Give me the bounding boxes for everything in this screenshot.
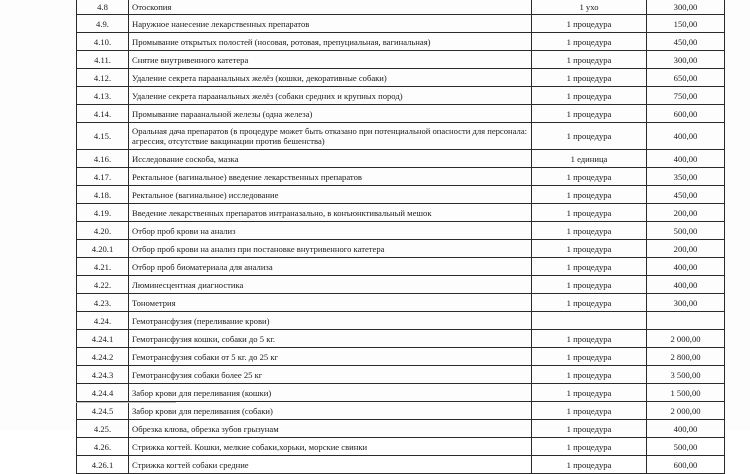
service-name: Оральная дача препаратов (в процедуре может быть отказано при потенциальной опасности для персонала: агрессия, отсутствие вакцинации против бешенства)	[129, 123, 532, 150]
unit-of-measure: 1 ухо	[532, 0, 647, 15]
table-row	[77, 0, 725, 15]
service-name: Гемотрансфузия собаки более 25 кг	[129, 366, 532, 384]
unit-of-measure: 1 процедура	[532, 276, 647, 294]
table-row	[77, 276, 725, 294]
service-price: 350,00	[647, 168, 725, 186]
service-price: 400,00	[647, 420, 725, 438]
row-number: 4.9.	[77, 15, 129, 33]
row-number: 4.24.2	[77, 348, 129, 366]
table-row	[77, 222, 725, 240]
table-row	[77, 330, 725, 348]
row-number: 4.19.	[77, 204, 129, 222]
row-number: 4.24.3	[77, 366, 129, 384]
unit-of-measure: 1 процедура	[532, 15, 647, 33]
row-number: 4.21.	[77, 258, 129, 276]
unit-of-measure: 1 процедура	[532, 438, 647, 456]
service-price: 400,00	[647, 258, 725, 276]
service-name: Промывание открытых полостей (носовая, ротовая, препуциальная, вагинальная)	[129, 33, 532, 51]
unit-of-measure: 1 процедура	[532, 258, 647, 276]
row-number: 4.8	[77, 0, 129, 15]
unit-of-measure: 1 процедура	[532, 366, 647, 384]
unit-of-measure: 1 процедура	[532, 294, 647, 312]
row-number: 4.18.	[77, 186, 129, 204]
service-name: Стрижка когтей. Кошки, мелкие собаки,хорьки, морские свинки	[129, 438, 532, 456]
service-name: Промывание параанальной железы (одна железа)	[129, 105, 532, 123]
service-price: 600,00	[647, 105, 725, 123]
service-name: Удаление секрета параанальных желёз (кошки, декоративные собаки)	[129, 69, 532, 87]
table-row	[77, 15, 725, 33]
service-name: Удаление секрета параанальных желёз (собаки средних и крупных пород)	[129, 87, 532, 105]
table-row	[77, 123, 725, 150]
service-price: 400,00	[647, 150, 725, 168]
row-number: 4.24.1	[77, 330, 129, 348]
service-price: 650,00	[647, 69, 725, 87]
unit-of-measure	[532, 312, 647, 330]
service-name: Ректальное (вагинальное) введение лекарственных препаратов	[129, 168, 532, 186]
row-number: 4.24.	[77, 312, 129, 330]
row-number: 4.24.4	[77, 384, 129, 402]
unit-of-measure: 1 процедура	[532, 87, 647, 105]
service-name: Гемотрансфузия кошки, собаки до 5 кг.	[129, 330, 532, 348]
service-name: Наружное нанесение лекарственных препаратов	[129, 15, 532, 33]
row-number: 4.20.	[77, 222, 129, 240]
unit-of-measure: 1 единица	[532, 150, 647, 168]
table-row	[77, 348, 725, 366]
table-row	[77, 51, 725, 69]
row-number: 4.10.	[77, 33, 129, 51]
service-price	[647, 312, 725, 330]
unit-of-measure: 1 процедура	[532, 348, 647, 366]
service-name: Забор крови для переливания (кошки)	[129, 384, 532, 402]
service-name: Стрижка когтей собаки средние	[129, 456, 532, 474]
row-number: 4.24.5	[77, 402, 129, 420]
row-number: 4.15.	[77, 123, 129, 150]
unit-of-measure: 1 процедура	[532, 69, 647, 87]
table-row	[77, 258, 725, 276]
table-row	[77, 384, 725, 402]
table-row	[77, 312, 725, 330]
unit-of-measure: 1 процедура	[532, 330, 647, 348]
service-price: 2 000,00	[647, 330, 725, 348]
unit-of-measure: 1 процедура	[532, 204, 647, 222]
row-number: 4.23.	[77, 294, 129, 312]
unit-of-measure: 1 процедура	[532, 186, 647, 204]
unit-of-measure: 1 процедура	[532, 420, 647, 438]
table-row	[77, 402, 725, 420]
row-number: 4.14.	[77, 105, 129, 123]
service-price: 200,00	[647, 240, 725, 258]
row-number: 4.17.	[77, 168, 129, 186]
row-number: 4.26.	[77, 438, 129, 456]
service-name: Отоскопия	[129, 0, 532, 15]
service-price: 400,00	[647, 276, 725, 294]
unit-of-measure: 1 процедура	[532, 123, 647, 150]
service-price: 600,00	[647, 456, 725, 474]
service-name: Гемотрансфузия (переливание крови)	[129, 312, 532, 330]
row-number: 4.11.	[77, 51, 129, 69]
table-row	[77, 204, 725, 222]
unit-of-measure: 1 процедура	[532, 168, 647, 186]
service-price: 400,00	[647, 123, 725, 150]
unit-of-measure: 1 процедура	[532, 456, 647, 474]
service-price: 300,00	[647, 0, 725, 15]
service-price: 2 000,00	[647, 402, 725, 420]
service-price: 450,00	[647, 186, 725, 204]
service-name: Исследование соскоба, мазка	[129, 150, 532, 168]
service-price: 1 500,00	[647, 384, 725, 402]
table-row	[77, 69, 725, 87]
service-price: 750,00	[647, 87, 725, 105]
unit-of-measure: 1 процедура	[532, 240, 647, 258]
service-name: Отбор проб биоматериала для анализа	[129, 258, 532, 276]
service-price: 3 500,00	[647, 366, 725, 384]
table-row	[77, 87, 725, 105]
table-row	[77, 456, 725, 474]
table-row	[77, 168, 725, 186]
service-name: Отбор проб крови на анализ при постановке внутривенного катетера	[129, 240, 532, 258]
table-row	[77, 294, 725, 312]
unit-of-measure: 1 процедура	[532, 384, 647, 402]
row-number: 4.26.1	[77, 456, 129, 474]
service-name: Тонометрия	[129, 294, 532, 312]
table-row	[77, 186, 725, 204]
service-price: 150,00	[647, 15, 725, 33]
service-price: 500,00	[647, 438, 725, 456]
service-name: Отбор проб крови на анализ	[129, 222, 532, 240]
unit-of-measure: 1 процедура	[532, 105, 647, 123]
unit-of-measure: 1 процедура	[532, 402, 647, 420]
service-name: Обрезка клюва, обрезка зубов грызунам	[129, 420, 532, 438]
table-row	[77, 33, 725, 51]
table-row	[77, 240, 725, 258]
row-number: 4.13.	[77, 87, 129, 105]
unit-of-measure: 1 процедура	[532, 33, 647, 51]
service-name: Ректальное (вагинальное) исследование	[129, 186, 532, 204]
table-row	[77, 438, 725, 456]
service-price: 2 800,00	[647, 348, 725, 366]
row-number: 4.22.	[77, 276, 129, 294]
service-name: Введение лекарственных препаратов интраназально, в конъюнктивальный мешок	[129, 204, 532, 222]
service-price: 200,00	[647, 204, 725, 222]
row-number: 4.25.	[77, 420, 129, 438]
service-price: 300,00	[647, 294, 725, 312]
table-row	[77, 366, 725, 384]
row-number: 4.16.	[77, 150, 129, 168]
row-number: 4.20.1	[77, 240, 129, 258]
table-row	[77, 105, 725, 123]
service-price: 500,00	[647, 222, 725, 240]
unit-of-measure: 1 процедура	[532, 51, 647, 69]
service-name: Снятие внутривенного катетера	[129, 51, 532, 69]
unit-of-measure: 1 процедура	[532, 222, 647, 240]
service-price: 300,00	[647, 51, 725, 69]
service-name: Гемотрансфузия собаки от 5 кг. до 25 кг	[129, 348, 532, 366]
service-name: Люминесцентная диагностика	[129, 276, 532, 294]
service-name: Забор крови для переливания (собаки)	[129, 402, 532, 420]
table-row	[77, 420, 725, 438]
page-bottom-rule	[76, 402, 176, 403]
row-number: 4.12.	[77, 69, 129, 87]
table-row	[77, 150, 725, 168]
service-price: 450,00	[647, 33, 725, 51]
